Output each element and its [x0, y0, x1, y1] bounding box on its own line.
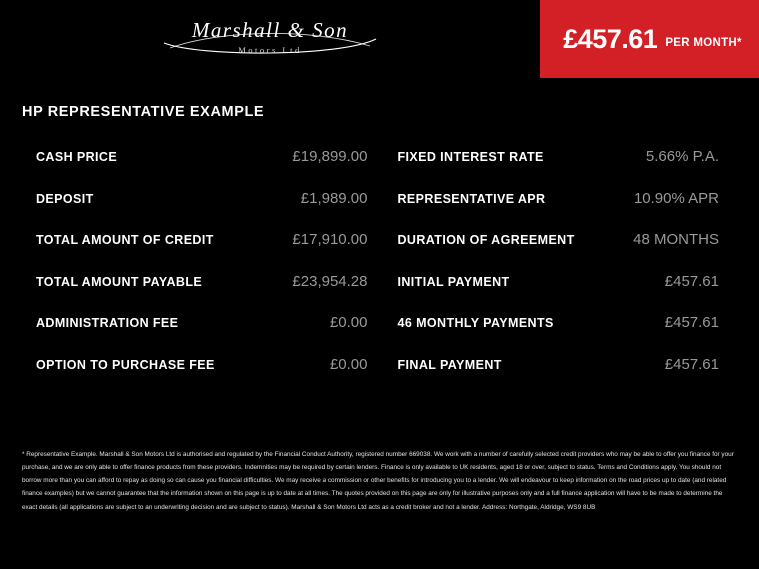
row-value: £0.00 [329, 355, 368, 373]
table-row [398, 148, 720, 190]
finance-details-table [0, 120, 759, 397]
footnote-disclaimer [0, 448, 759, 514]
price-amount: £457.61 [563, 23, 658, 54]
row-label: FIXED INTEREST RATE [397, 150, 544, 164]
row-label: CASH PRICE [36, 150, 118, 164]
monthly-price-banner [540, 0, 759, 78]
finance-column-right [380, 148, 742, 397]
row-label: INITIAL PAYMENT [397, 274, 510, 289]
row-label: DEPOSIT [36, 191, 94, 206]
row-label: TOTAL AMOUNT PAYABLE [36, 274, 203, 289]
table-row [36, 356, 368, 398]
table-row [398, 314, 720, 356]
price-period: PER MONTH* [665, 36, 742, 49]
table-row [398, 190, 720, 232]
row-label: FINAL PAYMENT [397, 357, 502, 372]
page-header [0, 0, 759, 78]
table-row [36, 148, 368, 190]
table-row [398, 356, 720, 398]
row-label: 46 MONTHLY PAYMENTS [397, 316, 554, 330]
row-value: £1,989.00 [300, 189, 368, 207]
footnote-text: * Representative Example. Marshall & Son Motors Ltd is authorised and regulated by the Financial Conduct Authority, registered number 669038. We work with a number of carefully selected credit providers who may be able to offer you finance for your purchase, and we are only able to offer finance products from these providers. Indemnities may be required by certain lenders. Finance is only available to UK residents, aged 18 or over, subject to status. Terms and Conditions apply. You should not borrow more than you can afford to repay as doing so can cause you financial difficulties. We may receive a commission or other benefits for introducing you to a lender. We will endeavour to keep information on the road prices up to date (and related finance examples) but we cannot guarantee that the information shown on this page is up to date at all times. The quotes provided on this page are only for illustrative purposes only and a full finance application will have to be made to determine the exact details (all applications are subject to an underwriting decision and are subject to status). Marshall & Son Motors Ltd acts as a credit broker and not a lender. Address: Northgate, Aldridge, WS9 8UB [22, 451, 734, 511]
table-row [398, 273, 720, 315]
row-value: 48 MONTHS [633, 231, 719, 248]
row-value: £17,910.00 [292, 231, 368, 248]
page-title: HP REPRESENTATIVE EXAMPLE [22, 104, 265, 120]
logo-name: Marshall & Son [191, 17, 349, 42]
table-row [36, 231, 368, 273]
row-value: £0.00 [329, 314, 368, 331]
brand-logo-block[interactable] [0, 0, 540, 78]
row-value: £457.61 [664, 355, 719, 373]
row-value: £19,899.00 [292, 148, 368, 165]
logo-subtitle: Motors Ltd [238, 44, 302, 55]
row-value: £23,954.28 [292, 272, 368, 290]
row-value: £457.61 [664, 272, 719, 290]
table-row [36, 273, 368, 315]
row-label: ADMINISTRATION FEE [36, 316, 179, 330]
row-value: 5.66% P.A. [645, 148, 719, 165]
finance-column-left [18, 148, 380, 397]
row-label: TOTAL AMOUNT OF CREDIT [36, 233, 214, 247]
table-row [36, 314, 368, 356]
logo [191, 17, 349, 59]
table-row [398, 231, 720, 273]
row-value: 10.90% APR [633, 189, 719, 207]
table-row [36, 190, 368, 232]
row-label: REPRESENTATIVE APR [397, 191, 546, 206]
row-label: DURATION OF AGREEMENT [397, 233, 575, 247]
row-value: £457.61 [664, 314, 719, 331]
row-label: OPTION TO PURCHASE FEE [36, 357, 215, 372]
